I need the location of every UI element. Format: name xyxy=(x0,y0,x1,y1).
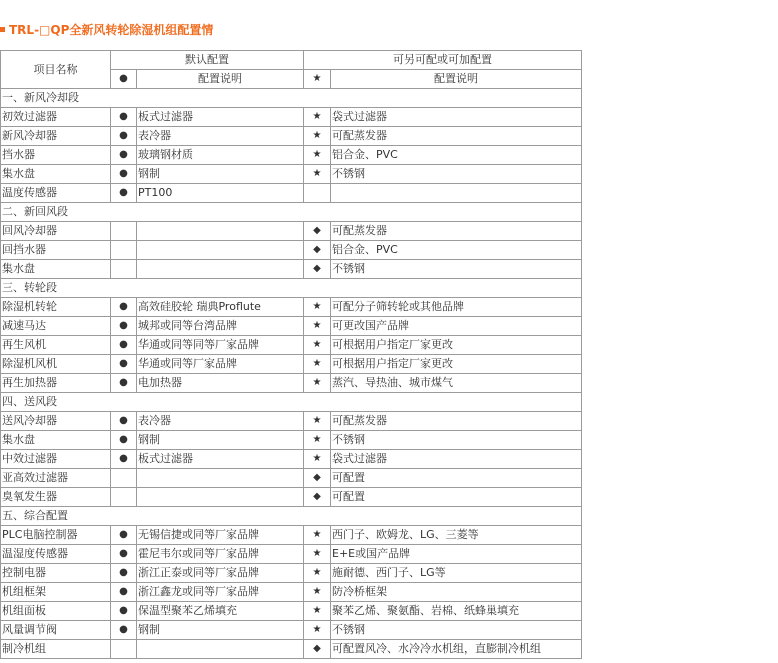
item-name: PLC电脑控制器 xyxy=(1,526,111,545)
default-symbol-icon xyxy=(111,469,137,488)
optional-symbol-icon: ★ xyxy=(304,108,331,127)
item-name: 挡水器 xyxy=(1,146,111,165)
optional-desc: 可配蒸发器 xyxy=(331,222,582,241)
optional-desc: 可配蒸发器 xyxy=(331,412,582,431)
optional-symbol-icon: ★ xyxy=(304,564,331,583)
config-table xyxy=(0,50,582,659)
item-name: 除湿机风机 xyxy=(1,355,111,374)
default-symbol-icon xyxy=(111,241,137,260)
optional-symbol-icon: ★ xyxy=(304,165,331,184)
optional-symbol-icon: ★ xyxy=(304,146,331,165)
default-desc: 板式过滤器 xyxy=(137,108,304,127)
section-row xyxy=(1,203,582,222)
default-desc: 玻璃钢材质 xyxy=(137,146,304,165)
table-row xyxy=(1,431,582,450)
default-desc: 钢制 xyxy=(137,165,304,184)
default-symbol-icon: ● xyxy=(111,545,137,564)
item-name: 制冷机组 xyxy=(1,640,111,659)
optional-symbol-icon: ★ xyxy=(304,526,331,545)
default-desc: 浙江正泰或同等厂家品牌 xyxy=(137,564,304,583)
default-desc: PT100 xyxy=(137,184,304,203)
default-desc: 无锡信捷或同等厂家品牌 xyxy=(137,526,304,545)
section-title: 五、综合配置 xyxy=(1,507,582,526)
table-row xyxy=(1,583,582,602)
table-row xyxy=(1,108,582,127)
item-name: 回风冷却器 xyxy=(1,222,111,241)
table-row xyxy=(1,317,582,336)
default-symbol-icon: ● xyxy=(111,564,137,583)
item-name: 初效过滤器 xyxy=(1,108,111,127)
optional-desc: 不锈钢 xyxy=(331,621,582,640)
item-name: 控制电器 xyxy=(1,564,111,583)
optional-desc: 可根据用户指定厂家更改 xyxy=(331,355,582,374)
default-symbol-icon: ● xyxy=(111,298,137,317)
header-default-symbol: ● xyxy=(111,70,137,89)
optional-desc: 不锈钢 xyxy=(331,431,582,450)
default-symbol-icon: ● xyxy=(111,317,137,336)
header-row-1 xyxy=(1,51,582,70)
section-title: 一、新风冷却段 xyxy=(1,89,582,108)
section-title: 二、新回风段 xyxy=(1,203,582,222)
section-title: 四、送风段 xyxy=(1,393,582,412)
default-desc: 华通或同等厂家品牌 xyxy=(137,355,304,374)
default-symbol-icon: ● xyxy=(111,621,137,640)
optional-symbol-icon: ◆ xyxy=(304,260,331,279)
default-symbol-icon xyxy=(111,640,137,659)
optional-symbol-icon: ★ xyxy=(304,127,331,146)
default-symbol-icon: ● xyxy=(111,431,137,450)
default-desc: 华通或同等同等厂家品牌 xyxy=(137,336,304,355)
default-desc: 钢制 xyxy=(137,621,304,640)
optional-desc: 铝合金、PVC xyxy=(331,146,582,165)
item-name: 除湿机转轮 xyxy=(1,298,111,317)
item-name: 集水盘 xyxy=(1,431,111,450)
default-desc xyxy=(137,488,304,507)
item-name: 机组框架 xyxy=(1,583,111,602)
item-name: 亚高效过滤器 xyxy=(1,469,111,488)
header-optional-config: 可另可配或可加配置 xyxy=(304,51,582,70)
table-row xyxy=(1,526,582,545)
header-optional-symbol: ★ xyxy=(304,70,331,89)
optional-desc: E+E或国产品牌 xyxy=(331,545,582,564)
item-name: 送风冷却器 xyxy=(1,412,111,431)
default-desc: 保温型聚苯乙烯填充 xyxy=(137,602,304,621)
section-row xyxy=(1,279,582,298)
table-row xyxy=(1,241,582,260)
table-row xyxy=(1,469,582,488)
section-title: 三、转轮段 xyxy=(1,279,582,298)
default-desc: 浙江鑫龙或同等厂家品牌 xyxy=(137,583,304,602)
table-row xyxy=(1,184,582,203)
item-name: 减速马达 xyxy=(1,317,111,336)
optional-symbol-icon: ★ xyxy=(304,355,331,374)
item-name: 集水盘 xyxy=(1,260,111,279)
item-name: 温度传感器 xyxy=(1,184,111,203)
table-row xyxy=(1,545,582,564)
optional-desc: 不锈钢 xyxy=(331,260,582,279)
default-symbol-icon: ● xyxy=(111,355,137,374)
optional-symbol-icon: ◆ xyxy=(304,640,331,659)
optional-desc: 可配蒸发器 xyxy=(331,127,582,146)
optional-desc: 袋式过滤器 xyxy=(331,108,582,127)
item-name: 回挡水器 xyxy=(1,241,111,260)
table-row xyxy=(1,412,582,431)
optional-symbol-icon: ★ xyxy=(304,583,331,602)
default-desc: 表冷器 xyxy=(137,412,304,431)
optional-symbol-icon: ◆ xyxy=(304,488,331,507)
table-row xyxy=(1,621,582,640)
optional-desc: 可更改国产品牌 xyxy=(331,317,582,336)
optional-symbol-icon: ◆ xyxy=(304,222,331,241)
default-symbol-icon: ● xyxy=(111,450,137,469)
table-row xyxy=(1,602,582,621)
item-name: 风量调节阀 xyxy=(1,621,111,640)
default-symbol-icon xyxy=(111,488,137,507)
default-symbol-icon: ● xyxy=(111,526,137,545)
section-row xyxy=(1,393,582,412)
optional-symbol-icon: ★ xyxy=(304,336,331,355)
optional-desc: 不锈钢 xyxy=(331,165,582,184)
optional-symbol-icon xyxy=(304,184,331,203)
optional-symbol-icon: ★ xyxy=(304,374,331,393)
default-symbol-icon: ● xyxy=(111,127,137,146)
default-desc xyxy=(137,241,304,260)
table-row xyxy=(1,564,582,583)
table-row xyxy=(1,222,582,241)
default-desc: 钢制 xyxy=(137,431,304,450)
optional-desc: 西门子、欧姆龙、LG、三菱等 xyxy=(331,526,582,545)
default-desc xyxy=(137,640,304,659)
table-row xyxy=(1,127,582,146)
default-desc: 霍尼韦尔或同等厂家品牌 xyxy=(137,545,304,564)
optional-symbol-icon: ★ xyxy=(304,412,331,431)
table-row xyxy=(1,146,582,165)
section-row xyxy=(1,507,582,526)
table-row xyxy=(1,298,582,317)
item-name: 中效过滤器 xyxy=(1,450,111,469)
header-default-desc: 配置说明 xyxy=(137,70,304,89)
default-symbol-icon: ● xyxy=(111,374,137,393)
item-name: 机组面板 xyxy=(1,602,111,621)
default-desc xyxy=(137,469,304,488)
default-symbol-icon xyxy=(111,260,137,279)
item-name: 臭氧发生器 xyxy=(1,488,111,507)
default-symbol-icon: ● xyxy=(111,184,137,203)
default-symbol-icon: ● xyxy=(111,602,137,621)
optional-desc: 施耐德、西门子、LG等 xyxy=(331,564,582,583)
optional-symbol-icon: ★ xyxy=(304,298,331,317)
default-symbol-icon: ● xyxy=(111,336,137,355)
default-symbol-icon: ● xyxy=(111,146,137,165)
optional-desc: 蒸汽、导热油、城市煤气 xyxy=(331,374,582,393)
item-name: 再生风机 xyxy=(1,336,111,355)
header-default-config: 默认配置 xyxy=(111,51,304,70)
optional-desc xyxy=(331,184,582,203)
table-row xyxy=(1,165,582,184)
default-desc: 城邦或同等台湾品牌 xyxy=(137,317,304,336)
default-symbol-icon: ● xyxy=(111,165,137,184)
default-symbol-icon: ● xyxy=(111,412,137,431)
item-name: 新风冷却器 xyxy=(1,127,111,146)
optional-desc: 可根据用户指定厂家更改 xyxy=(331,336,582,355)
optional-symbol-icon: ★ xyxy=(304,450,331,469)
optional-desc: 可配置风冷、水冷冷水机组，直膨制冷机组 xyxy=(331,640,582,659)
table-row xyxy=(1,260,582,279)
default-desc xyxy=(137,222,304,241)
optional-symbol-icon: ★ xyxy=(304,317,331,336)
item-name: 温湿度传感器 xyxy=(1,545,111,564)
title-bullet-icon xyxy=(0,27,5,32)
default-symbol-icon: ● xyxy=(111,583,137,602)
page-title xyxy=(0,21,213,39)
header-item-name: 项目名称 xyxy=(1,51,111,89)
optional-desc: 可配分子筛转轮或其他品牌 xyxy=(331,298,582,317)
optional-desc: 可配置 xyxy=(331,469,582,488)
optional-symbol-icon: ★ xyxy=(304,621,331,640)
config-table-body xyxy=(1,51,582,659)
optional-symbol-icon: ★ xyxy=(304,545,331,564)
optional-symbol-icon: ◆ xyxy=(304,241,331,260)
default-desc: 电加热器 xyxy=(137,374,304,393)
optional-desc: 聚苯乙烯、聚氨酯、岩棉、纸蜂巢填充 xyxy=(331,602,582,621)
title-text: TRL-□QP全新风转轮除湿机组配置情 xyxy=(9,23,214,37)
default-symbol-icon: ● xyxy=(111,108,137,127)
header-optional-desc: 配置说明 xyxy=(331,70,582,89)
optional-desc: 可配置 xyxy=(331,488,582,507)
table-row xyxy=(1,374,582,393)
optional-symbol-icon: ◆ xyxy=(304,469,331,488)
optional-desc: 防冷桥框架 xyxy=(331,583,582,602)
item-name: 再生加热器 xyxy=(1,374,111,393)
optional-desc: 铝合金、PVC xyxy=(331,241,582,260)
table-row xyxy=(1,640,582,659)
default-desc: 板式过滤器 xyxy=(137,450,304,469)
item-name: 集水盘 xyxy=(1,165,111,184)
optional-symbol-icon: ★ xyxy=(304,602,331,621)
table-row xyxy=(1,336,582,355)
default-desc: 高效硅胶轮 瑞典Proflute xyxy=(137,298,304,317)
table-row xyxy=(1,450,582,469)
default-desc xyxy=(137,260,304,279)
optional-desc: 袋式过滤器 xyxy=(331,450,582,469)
default-symbol-icon xyxy=(111,222,137,241)
section-row xyxy=(1,89,582,108)
table-row xyxy=(1,355,582,374)
optional-symbol-icon: ★ xyxy=(304,431,331,450)
default-desc: 表冷器 xyxy=(137,127,304,146)
table-row xyxy=(1,488,582,507)
